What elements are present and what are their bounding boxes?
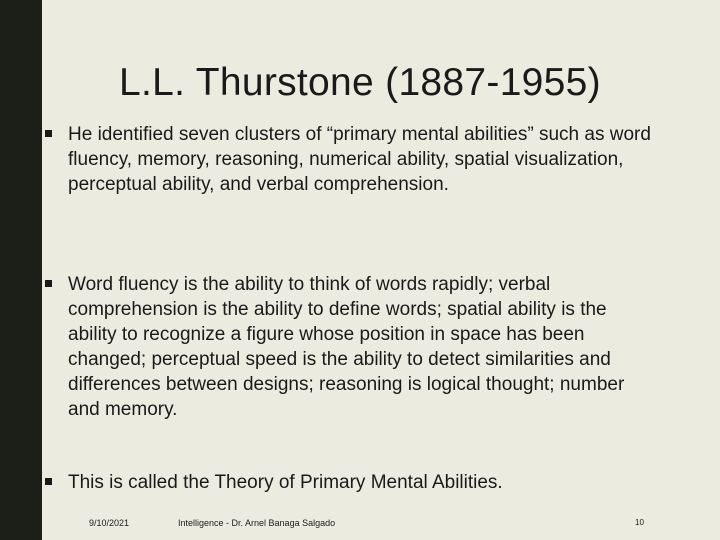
- slide-title: L.L. Thurstone (1887-1955): [119, 61, 601, 104]
- page-number: 10: [635, 518, 644, 527]
- footer-text: Intelligence - Dr. Arnel Banaga Salgado: [178, 518, 336, 528]
- left-accent-bar: [0, 0, 42, 540]
- footer-date: 9/10/2021: [89, 518, 130, 528]
- bullet-text: He identified seven clusters of “primary mental abilities” such as word fluency, memory, reasoning, numerical ability, spatial visualization, perceptual ability, and verbal comprehension.: [68, 124, 651, 195]
- bullet-text: Word fluency is the ability to think of words rapidly; verbal comprehension is the ability to define words; spatial ability is the ability to recognize a figure whose position in space has been changed; perceptual speed is the ability to detect similarities and differences between designs; reasoning is logical thought; number and memory.: [68, 274, 625, 420]
- square-bullet-icon: [45, 130, 52, 137]
- square-bullet-icon: [45, 280, 52, 287]
- bullet-text: This is called the Theory of Primary Mental Abilities.: [68, 472, 503, 493]
- square-bullet-icon: [45, 478, 52, 485]
